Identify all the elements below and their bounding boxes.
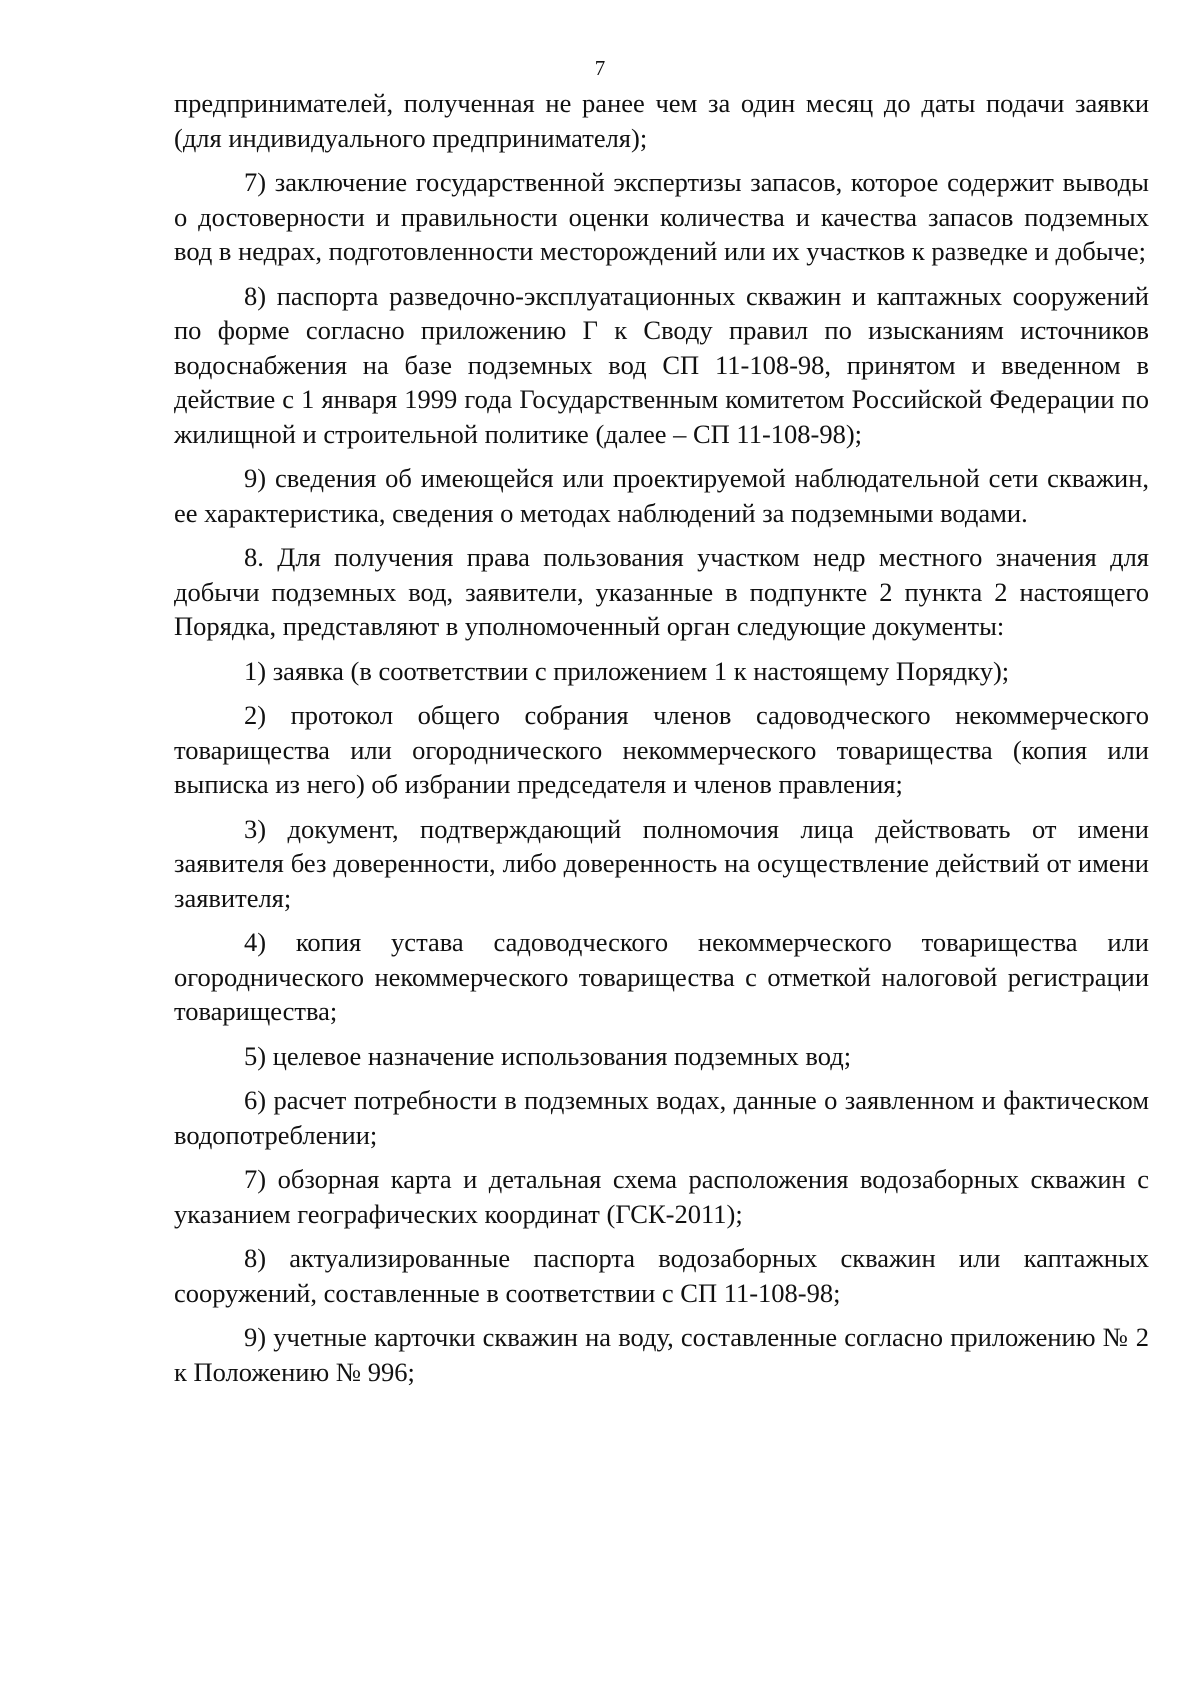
paragraph-item-4-charter-copy: 4) копия устава садоводческого некоммерческого товарищества или огороднического некоммерческого товарищества с отметкой налоговой регистрации товарищества; [174,927,1149,1026]
paragraph-item-7-expertise: 7) заключение государственной экспертизы запасов, которое содержит выводы о достоверности и правильности оценки количества и качества запасов подземных вод в недрах, подготовленности месторождений или их участков к разведке и добыче; [174,167,1149,266]
document-body [174,86,1149,1399]
paragraph-item-9-record-cards: 9) учетные карточки скважин на воду, составленные согласно приложению № 2 к Положению № 996; [174,1322,1149,1387]
paragraph-item-2-protocol: 2) протокол общего собрания членов садоводческого некоммерческого товарищества или огороднического некоммерческого товарищества (копия или выписка из него) об избрании председателя и членов правления; [174,700,1149,799]
paragraph-item-7-map: 7) обзорная карта и детальная схема расположения водозаборных скважин с указанием географических координат (ГСК-2011); [174,1164,1149,1229]
paragraph-item-8-passports: 8) паспорта разведочно-эксплуатационных скважин и каптажных сооружений по форме согласно приложению Г к Своду правил по изысканиям источников водоснабжения на базе подземных вод СП 11-108-98, принятом и введенном в действие с 1 января 1999 года Государственным комитетом Российской Федерации по жилищной и строительной политике (далее – СП 11-108-98); [174,280,1149,449]
paragraph-item-8-updated-passports: 8) актуализированные паспорта водозаборных скважин или каптажных сооружений, составленные в соответствии с СП 11-108-98; [174,1243,1149,1308]
paragraph-item-3-authority-document: 3) документ, подтверждающий полномочия лица действовать от имени заявителя без доверенности, либо доверенность на осуществление действий от имени заявителя; [174,813,1149,913]
paragraph-continuation: предпринимателей, полученная не ранее чем за один месяц до даты подачи заявки (для индивидуального предпринимателя); [174,88,1149,153]
paragraph-section-8: 8. Для получения права пользования участком недр местного значения для добычи подземных вод, заявители, указанные в подпункте 2 пункта 2 настоящего Порядка, представляют в уполномоченный орган следующие документы: [174,542,1149,641]
paragraph-item-1-application: 1) заявка (в соответствии с приложением 1 к настоящему Порядку); [244,655,1010,686]
paragraph-item-5-purpose: 5) целевое назначение использования подземных вод; [244,1040,852,1071]
page-number: 7 [594,56,606,80]
paragraph-item-6-consumption: 6) расчет потребности в подземных водах, данные о заявленном и фактическом водопотреблении; [174,1085,1149,1150]
paragraph-item-9-observation-network: 9) сведения об имеющейся или проектируемой наблюдательной сети скважин, ее характеристика, сведения о методах наблюдений за подземными водами. [174,463,1149,528]
